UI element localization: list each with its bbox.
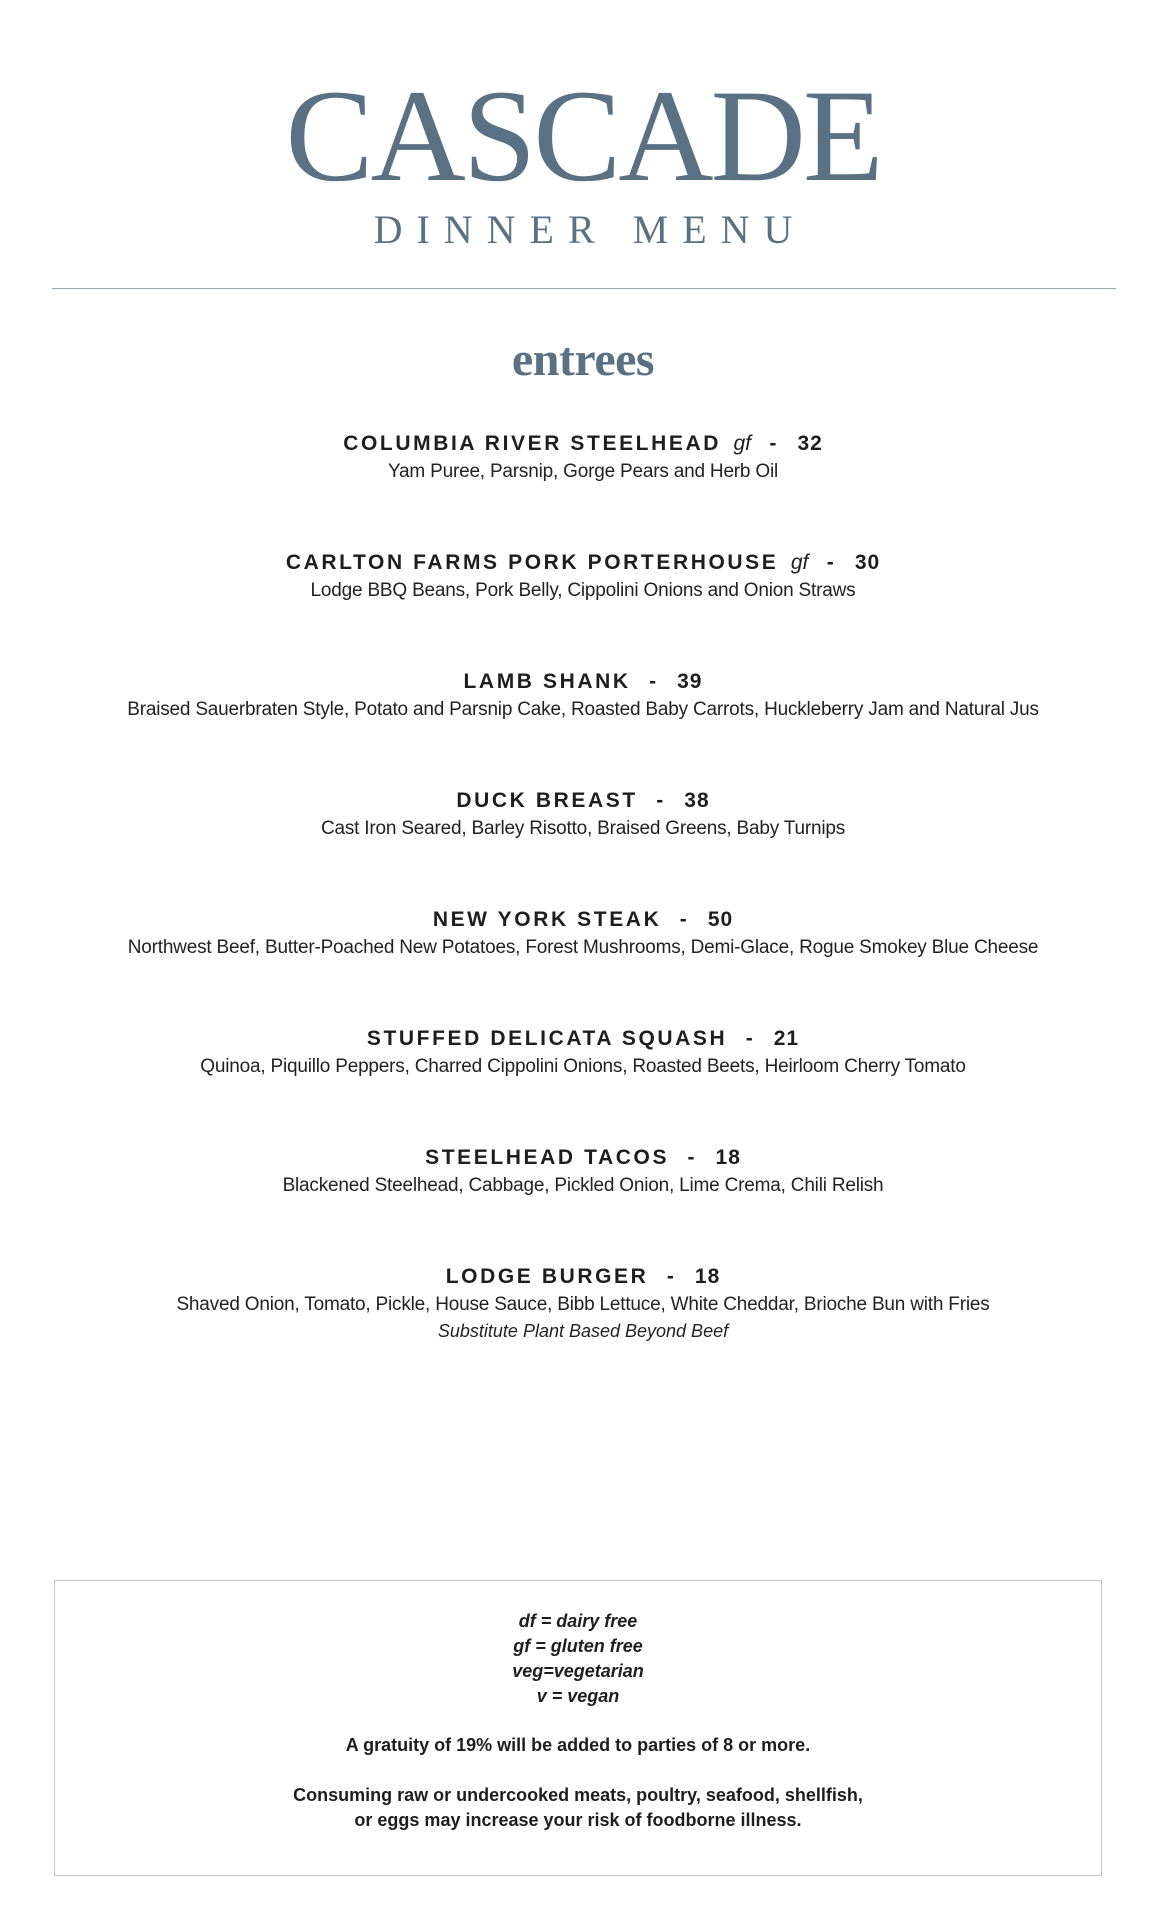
menu-item-price: 18 (694, 1265, 721, 1288)
menu-item-title (0, 668, 1166, 696)
price-separator: - (745, 1027, 756, 1050)
menu-item-tag: gf (790, 551, 809, 574)
menu-item-duck-breast (0, 787, 1166, 906)
price-separator: - (656, 789, 666, 812)
legend-dairy-free: df = dairy free (518, 1611, 638, 1631)
menu-item-name: COLUMBIA RIVER STEELHEAD (343, 432, 722, 455)
footer-info-box (54, 1580, 1102, 1876)
menu-item-description: Lodge BBQ Beans, Pork Belly, Cippolini Onions and Onion Straws (310, 580, 856, 601)
menu-item-description: Blackened Steelhead, Cabbage, Pickled Onion, Lime Crema, Chili Relish (282, 1175, 884, 1196)
menu-item-name: LAMB SHANK (463, 670, 631, 693)
menu-item-description: Cast Iron Seared, Barley Risotto, Braised Greens, Baby Turnips (320, 818, 846, 839)
menu-item-tag: gf (733, 432, 751, 455)
menu-item-description: Shaved Onion, Tomato, Pickle, House Sauce, Bibb Lettuce, White Cheddar, Brioche Bun with Fries (176, 1294, 990, 1315)
menu-item-price: 39 (677, 670, 703, 693)
menu-item-description: Braised Sauerbraten Style, Potato and Parsnip Cake, Roasted Baby Carrots, Huckleberry Jam and Natural Jus (127, 699, 1039, 720)
menu-item-new-york-steak (0, 906, 1166, 1025)
menu-item-stuffed-delicata-squash (0, 1025, 1166, 1144)
legend-vegetarian: veg=vegetarian (512, 1661, 644, 1681)
menu-item-lodge-burger (0, 1263, 1166, 1382)
price-separator: - (666, 1265, 677, 1288)
menu-header (0, 62, 1166, 253)
price-separator: - (769, 432, 779, 455)
dietary-legend (55, 1609, 1101, 1709)
menu-item-title (0, 1263, 1166, 1291)
warning-line-2: or eggs may increase your risk of foodborne illness. (354, 1810, 802, 1830)
entree-list (0, 430, 1166, 1382)
price-separator: - (649, 670, 659, 693)
header-divider (52, 288, 1116, 289)
menu-item-description: Northwest Beef, Butter-Poached New Potatoes, Forest Mushrooms, Demi-Glace, Rogue Smokey Blue Cheese (127, 937, 1039, 958)
menu-item-columbia-river-steelhead (0, 430, 1166, 549)
menu-item-lamb-shank (0, 668, 1166, 787)
menu-item-carlton-farms-pork-porterhouse (0, 549, 1166, 668)
food-safety-warning (55, 1783, 1101, 1833)
menu-item-steelhead-tacos (0, 1144, 1166, 1263)
gratuity-notice: A gratuity of 19% will be added to parties of 8 or more. (345, 1735, 811, 1755)
legend-vegan: v = vegan (536, 1686, 620, 1706)
menu-item-price: 30 (854, 551, 881, 574)
legend-gluten-free: gf = gluten free (513, 1636, 643, 1656)
brand-logo-text: CASCADE (285, 62, 881, 209)
menu-item-price: 50 (707, 908, 734, 931)
menu-item-description: Yam Puree, Parsnip, Gorge Pears and Herb Oil (387, 461, 779, 482)
section-title: entrees (511, 333, 655, 386)
menu-item-title (0, 549, 1166, 577)
menu-item-title (0, 1144, 1166, 1172)
menu-item-title (0, 787, 1166, 815)
menu-item-note: Substitute Plant Based Beyond Beef (437, 1321, 729, 1341)
menu-item-name: LODGE BURGER (445, 1265, 649, 1288)
menu-item-title (0, 1025, 1166, 1053)
menu-item-title (0, 430, 1166, 458)
menu-item-description: Quinoa, Piquillo Peppers, Charred Cippolini Onions, Roasted Beets, Heirloom Cherry Tomato (200, 1056, 966, 1077)
price-separator: - (679, 908, 690, 931)
menu-item-name: STUFFED DELICATA SQUASH (366, 1027, 728, 1050)
menu-item-name: DUCK BREAST (456, 789, 638, 812)
warning-line-1: Consuming raw or undercooked meats, poultry, seafood, shellfish, (293, 1785, 863, 1805)
menu-item-name: STEELHEAD TACOS (425, 1146, 670, 1169)
menu-subtitle: DINNER MENU (373, 207, 807, 252)
price-separator: - (687, 1146, 698, 1169)
menu-item-title (0, 906, 1166, 934)
menu-item-price: 32 (797, 432, 823, 455)
menu-item-price: 18 (715, 1146, 741, 1169)
menu-item-price: 38 (684, 789, 710, 812)
menu-item-price: 21 (773, 1027, 800, 1050)
menu-item-name: CARLTON FARMS PORK PORTERHOUSE (285, 551, 779, 574)
menu-item-name: NEW YORK STEAK (432, 908, 662, 931)
price-separator: - (826, 551, 837, 574)
